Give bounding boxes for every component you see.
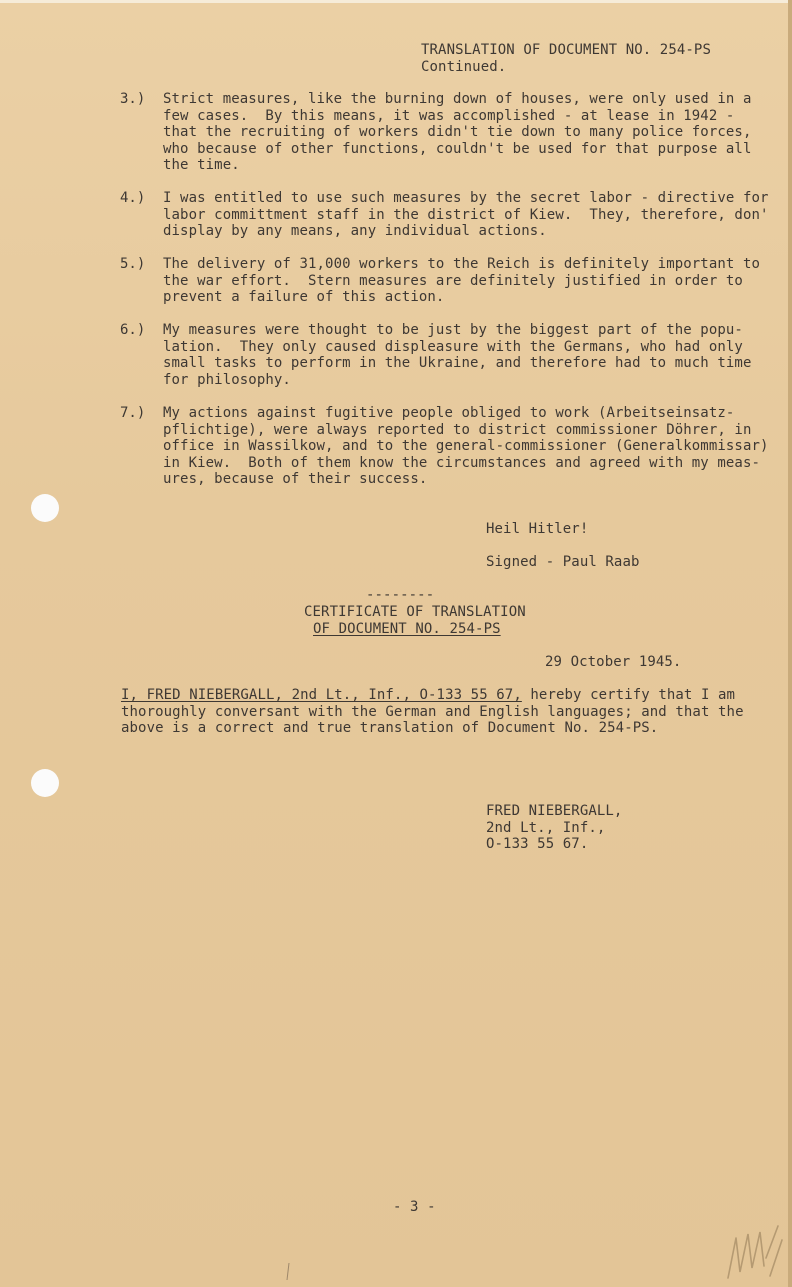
item-line: prevent a failure of this action. [163,289,445,305]
signed-line: Signed - Paul Raab [486,554,640,570]
item-line: for philosophy. [163,372,291,388]
page-number: - 3 - [393,1199,436,1215]
item-line: I was entitled to use such measures by the secret labor - directive for [163,190,769,206]
item-line: in Kiew. Both of them know the circumstances and agreed with my meas- [163,455,761,471]
item-line: few cases. By this means, it was accomplished - at lease in 1942 - [163,108,735,124]
item-number: 5.) [120,256,146,272]
punch-hole-top [31,494,59,522]
item-line: office in Wassilkow, and to the general-commissioner (Generalkommissar) [163,438,769,454]
item-line: The delivery of 31,000 workers to the Reich is definitely important to [163,256,761,272]
item-line: display by any means, any individual actions. [163,223,547,239]
item-number: 7.) [120,405,146,421]
certificate-title: CERTIFICATE OF TRANSLATION [304,604,526,620]
signatory-serial: O-133 55 67. [486,836,589,852]
item-line: pflichtige), were always reported to district commissioner Döhrer, in [163,422,752,438]
header-continued: Continued. [421,59,507,75]
item-number: 3.) [120,91,146,107]
pencil-scribble-icon [722,1218,788,1284]
item-number: 6.) [120,322,146,338]
item-line: small tasks to perform in the Ukraine, and therefore had to much time [163,355,752,371]
item-line: My measures were thought to be just by the biggest part of the popu- [163,322,743,338]
certificate-body-line: thoroughly conversant with the German and English languages; and that the [121,704,744,720]
item-line: My actions against fugitive people obliged to work (Arbeitseinsatz- [163,405,735,421]
item-line: the war effort. Stern measures are definitely justified in order to [163,273,743,289]
certificate-date: 29 October 1945. [545,654,682,670]
item-line: ures, because of their success. [163,471,428,487]
certificate-body-line: above is a correct and true translation of Document No. 254-PS. [121,720,659,736]
page-top-edge [0,0,792,3]
certificate-divider: -------- [366,587,435,603]
item-line: labor committment staff in the district of Kiew. They, therefore, don' [163,207,769,223]
pencil-tick-icon [284,1262,294,1282]
header-title: TRANSLATION OF DOCUMENT NO. 254-PS [421,42,711,58]
item-line: the time. [163,157,240,173]
punch-hole-bottom [31,769,59,797]
item-number: 4.) [120,190,146,206]
certify-statement: hereby certify that I am [521,687,736,703]
item-line: who because of other functions, couldn't be used for that purpose all [163,141,752,157]
item-line: that the recruiting of workers didn't tie down to many police forces, [163,124,752,140]
certifier-identity: I, FRED NIEBERGALL, 2nd Lt., Inf., O-133 55 67, [121,687,522,703]
signatory-name: FRED NIEBERGALL, [486,803,623,819]
certificate-subtitle: OF DOCUMENT NO. 254-PS [313,621,501,637]
item-line: lation. They only caused displeasure with the Germans, who had only [163,339,743,355]
closing-salute: Heil Hitler! [486,521,589,537]
page-right-edge [788,0,792,1287]
signatory-rank: 2nd Lt., Inf., [486,820,606,836]
item-line: Strict measures, like the burning down of houses, were only used in a [163,91,752,107]
certificate-body-line [121,687,735,704]
